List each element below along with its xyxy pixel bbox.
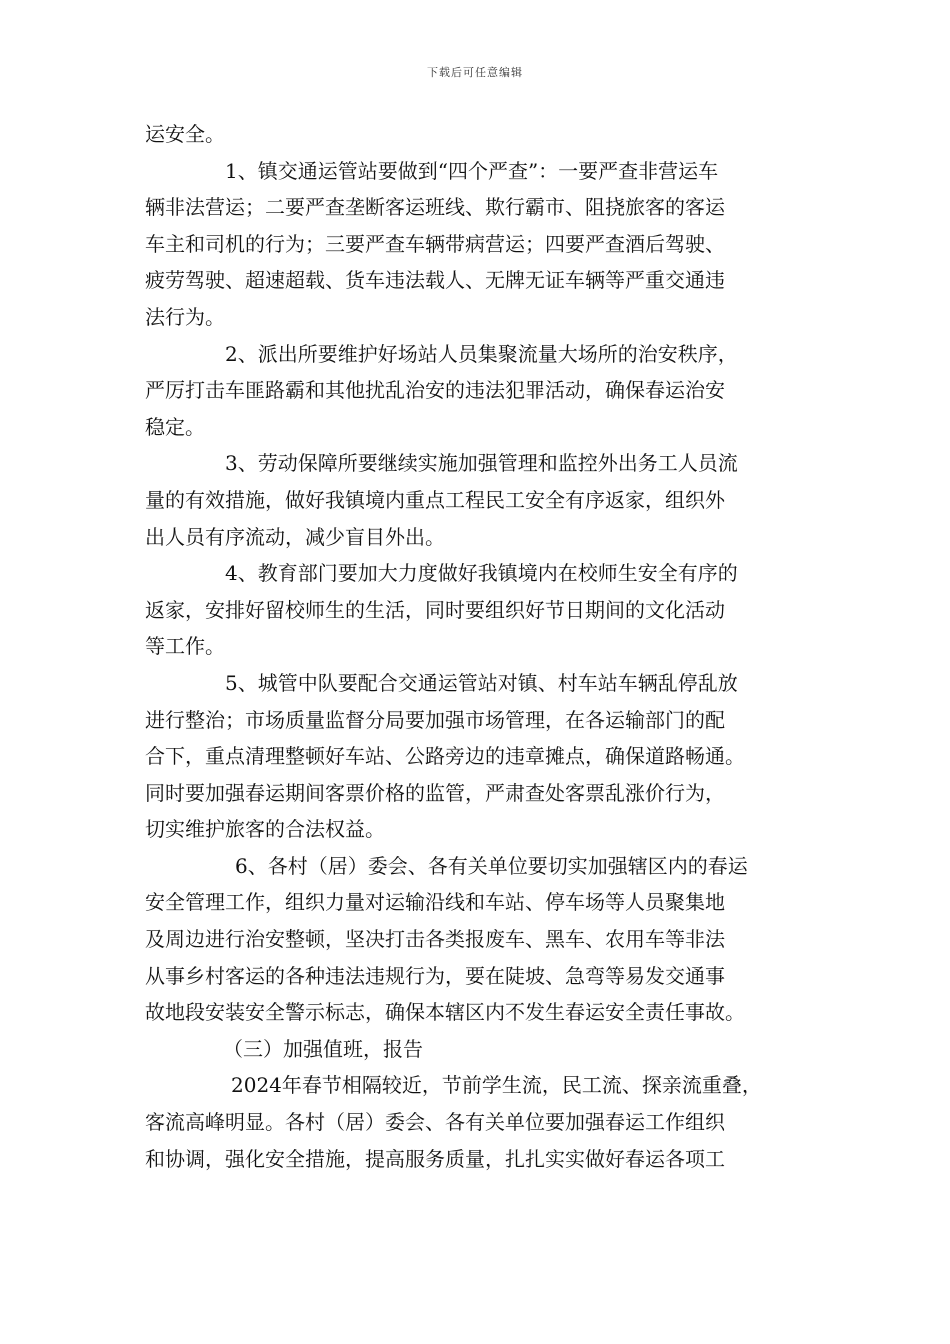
body-line: 和协调，强化安全措施，提高服务质量，扎扎实实做好春运各项工 <box>145 1146 725 1171</box>
body-line: 辆非法营运；二要严查垄断客运班线、欺行霸市、阻挠旅客的客运 <box>145 195 725 220</box>
paragraph-6-start: 6、各村（居）委会、各有关单位要切实加强辖区内的春运 <box>235 853 748 878</box>
document-body <box>145 116 810 1177</box>
body-line: 出人员有序流动，减少盲目外出。 <box>145 524 445 549</box>
body-line: 及周边进行治安整顿，坚决打击各类报废车、黑车、农用车等非法 <box>145 927 725 952</box>
body-line: 法行为。 <box>145 304 225 329</box>
body-line: 客流高峰明显。各村（居）委会、各有关单位要加强春运工作组织 <box>145 1110 725 1135</box>
body-line: 严厉打击车匪路霸和其他扰乱治安的违法犯罪活动，确保春运治安 <box>145 378 725 403</box>
paragraph-1-start: 1、镇交通运管站要做到“四个严查”：一要严查非营运车 <box>225 158 719 183</box>
paragraph-4-start: 4、教育部门要加大力度做好我镇境内在校师生安全有序的 <box>225 561 738 586</box>
body-line: 同时要加强春运期间客票价格的监管，严肃查处客票乱涨价行为， <box>145 780 725 805</box>
body-line: 稳定。 <box>145 414 205 439</box>
body-line: 疲劳驾驶、超速超载、货车违法载人、无牌无证车辆等严重交通违 <box>145 268 725 293</box>
paragraph-7-start: 2024年春节相隔较近，节前学生流，民工流、探亲流重叠， <box>231 1073 762 1098</box>
body-line: 合下，重点清理整顿好车站、公路旁边的违章摊点，确保道路畅通。 <box>145 744 745 769</box>
section-heading: （三）加强值班，报告 <box>223 1036 423 1061</box>
paragraph-3-start: 3、劳动保障所要继续实施加强管理和监控外出务工人员流 <box>225 451 738 476</box>
body-line: 进行整治；市场质量监督分局要加强市场管理，在各运输部门的配 <box>145 707 725 732</box>
body-line: 故地段安装安全警示标志，确保本辖区内不发生春运安全责任事故。 <box>145 1000 745 1025</box>
body-line: 从事乡村客运的各种违法违规行为，要在陡坡、急弯等易发交通事 <box>145 963 725 988</box>
body-line: 车主和司机的行为；三要严查车辆带病营运；四要严查酒后驾驶、 <box>145 231 725 256</box>
body-line: 运安全。 <box>145 122 225 146</box>
body-line: 返家，安排好留校师生的生活，同时要组织好节日期间的文化活动 <box>145 597 725 622</box>
paragraph-5-start: 5、城管中队要配合交通运管站对镇、村车站车辆乱停乱放 <box>225 670 738 695</box>
page-header-note: 下载后可任意编辑 <box>427 66 523 79</box>
paragraph-2-start: 2、派出所要维护好场站人员集聚流量大场所的治安秩序， <box>225 341 738 366</box>
body-line: 切实维护旅客的合法权益。 <box>145 817 385 842</box>
body-line: 安全管理工作，组织力量对运输沿线和车站、停车场等人员聚集地 <box>145 890 725 915</box>
body-line: 量的有效措施，做好我镇境内重点工程民工安全有序返家，组织外 <box>145 487 725 512</box>
body-line: 等工作。 <box>145 634 225 659</box>
